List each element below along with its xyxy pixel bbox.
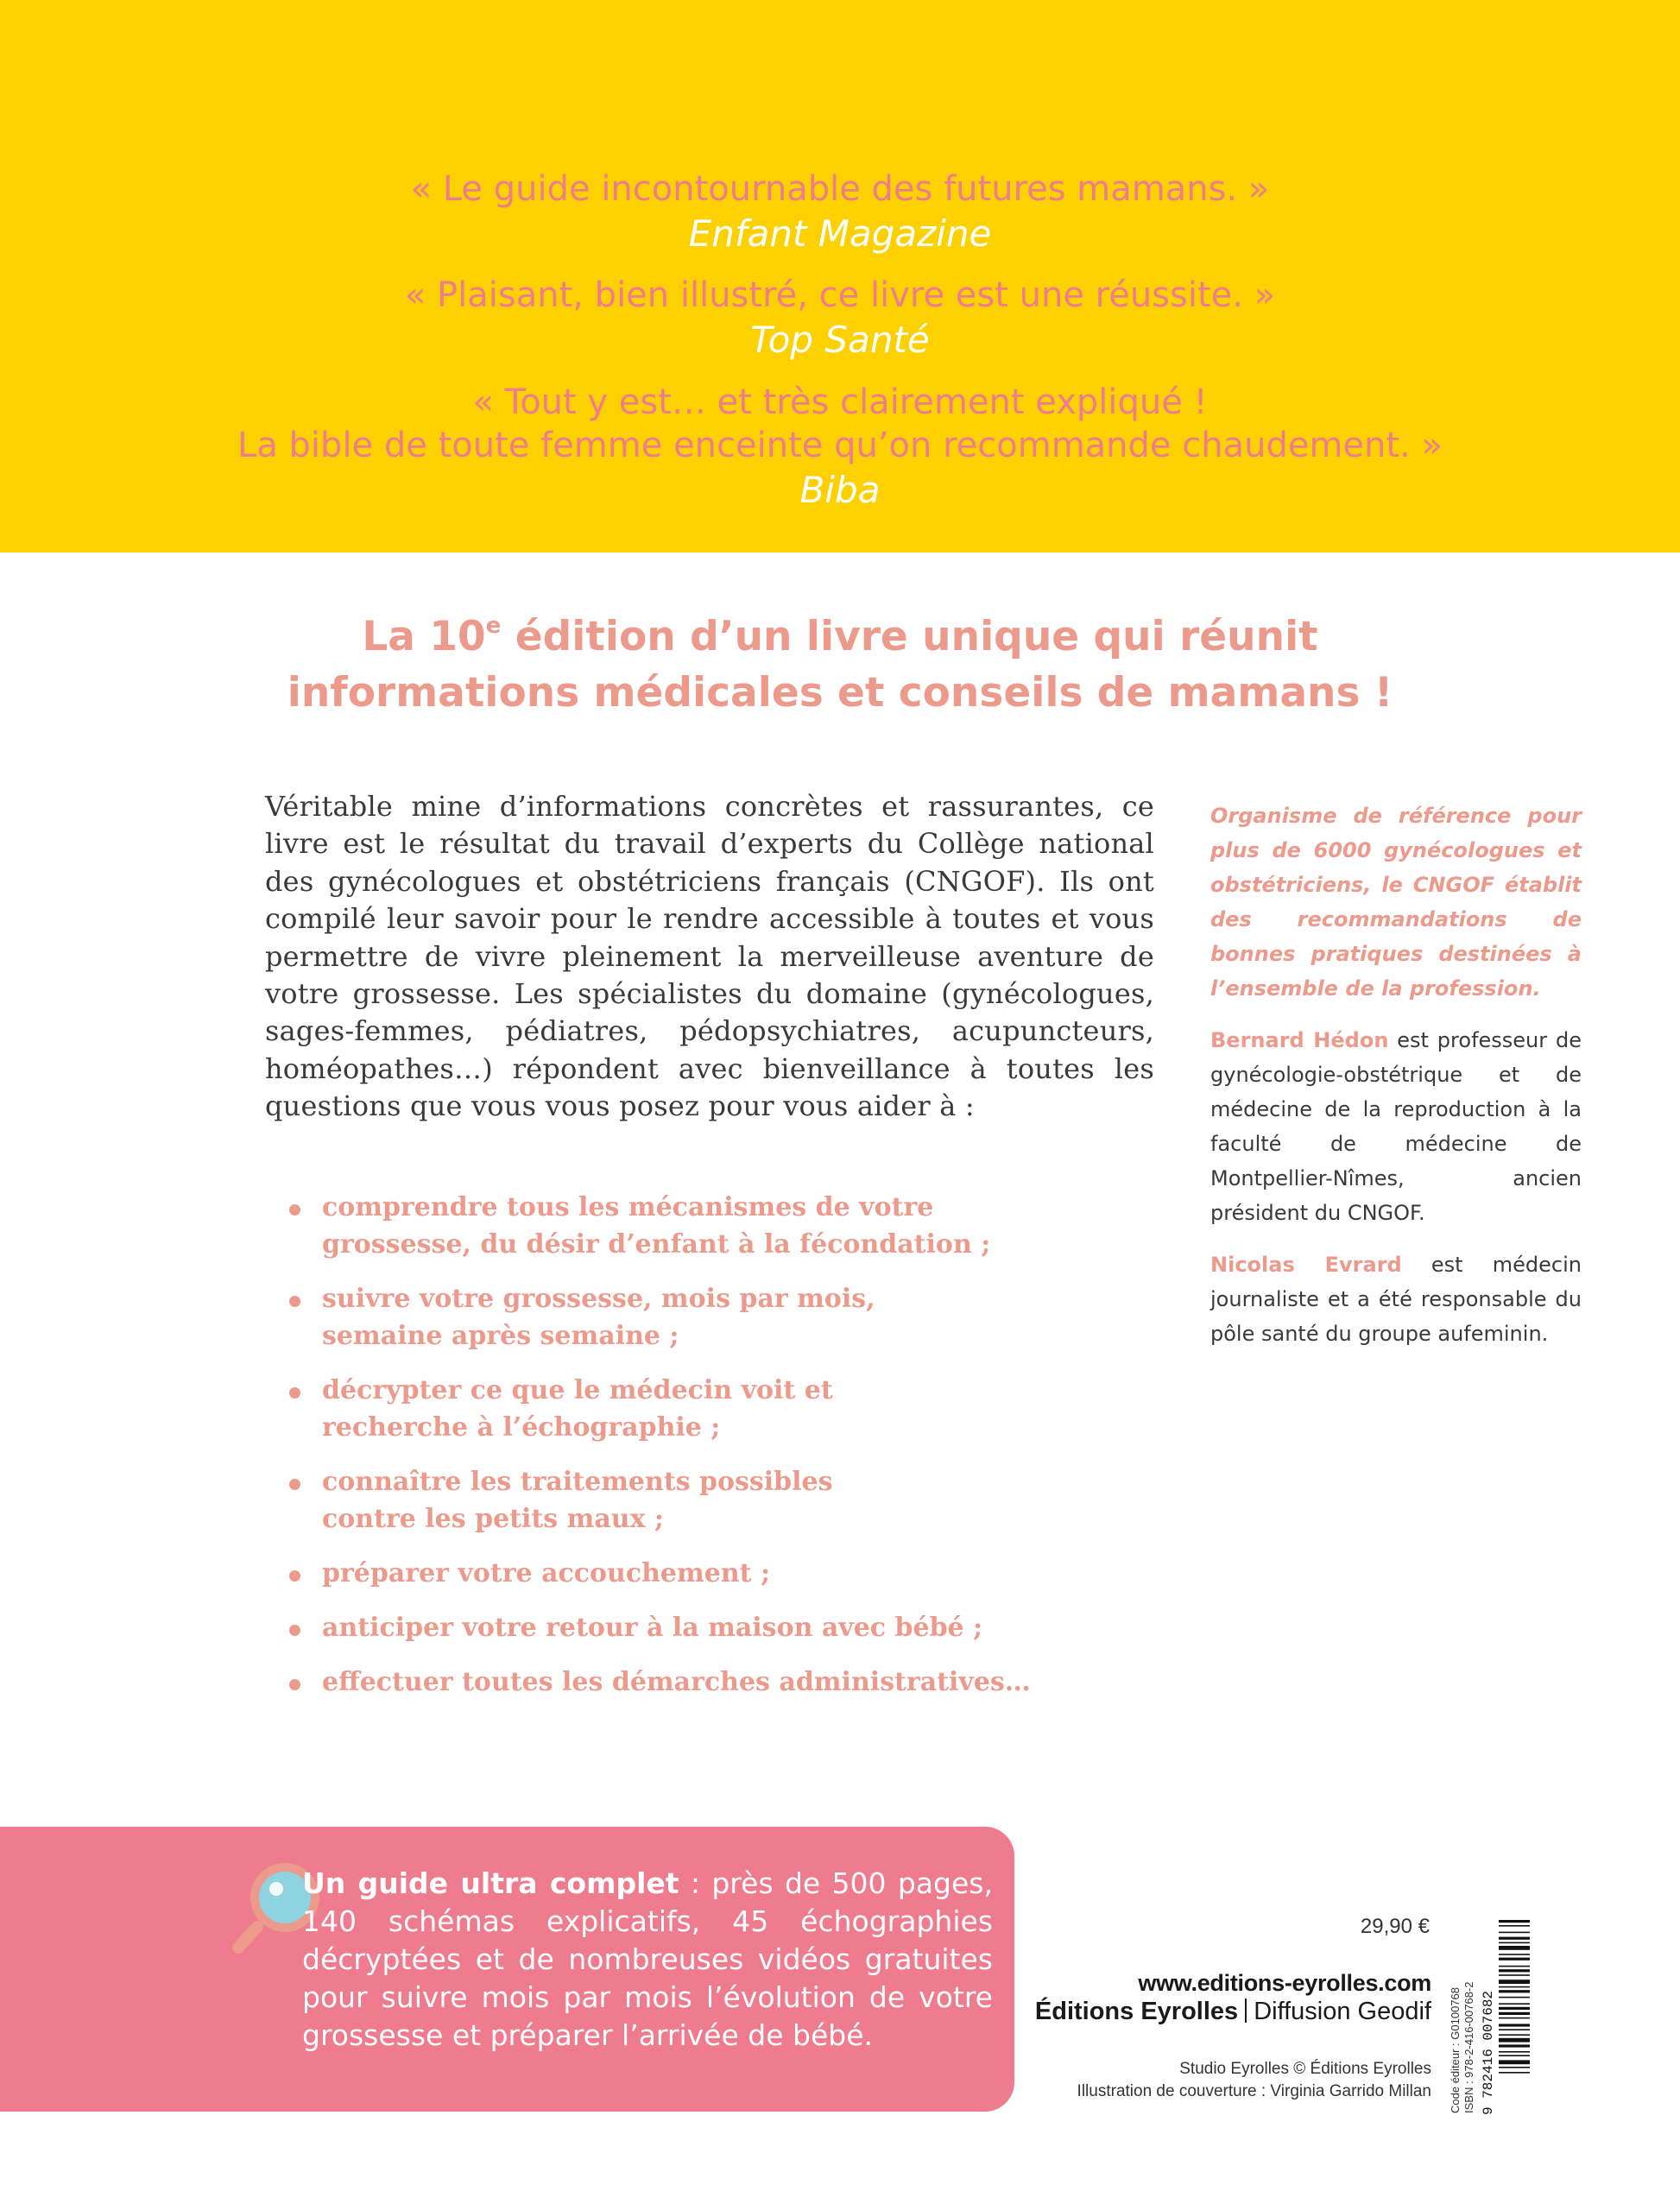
- code-editeur: Code éditeur : G0100768: [1449, 1987, 1462, 2113]
- barcode-bar: [1499, 2029, 1530, 2030]
- publisher-line: [1035, 1998, 1431, 2026]
- publisher-url[interactable]: www.editions-eyrolles.com: [1138, 1970, 1431, 1996]
- divider: [1245, 1998, 1247, 2023]
- barcode-bar: [1499, 1997, 1530, 1998]
- author-bio-hedon: Bernard Hédon est professeur de gynécologie-obstétrique et de médecine de la reproduction à la faculté de médecine de Montpellier-Nîmes, ancien président du CNGOF.: [1210, 1028, 1582, 1225]
- barcode-bar: [1499, 1925, 1530, 1927]
- list-item: comprendre tous les mécanismes de votre grossesse, du désir d’enfant à la fécondation ;: [289, 1189, 1066, 1263]
- barcode-bar: [1499, 1920, 1530, 1923]
- barcode-bar: [1499, 2017, 1530, 2019]
- press-quote-3-line-1: « Tout y est… et très clairement expliqué !: [472, 382, 1208, 422]
- author-name: Nicolas Evrard: [1210, 1253, 1402, 1277]
- author-bio-evrard: Nicolas Evrard est médecin journaliste et a été responsable du pôle santé du groupe aufeminin.: [1210, 1253, 1582, 1346]
- list-item: connaître les traitements possibles contre les petits maux ;: [289, 1463, 1066, 1538]
- press-quote-1: « Le guide incontournable des futures mamans. »: [410, 169, 1270, 209]
- barcode-bar: [1499, 2060, 1530, 2064]
- isbn-vertical-text: [1449, 1918, 1478, 2113]
- barcode-bar: [1499, 2038, 1530, 2043]
- publisher-name: Éditions Eyrolles: [1034, 1998, 1239, 2025]
- cngof-description: Organisme de référence pour plus de 6000 gynécologues et obstétriciens, le CNGOF établit des recommandations de bonnes pratiques destinées à l’ensemble de la profession.: [1210, 804, 1582, 1001]
- list-item: anticiper votre retour à la maison avec bébé ;: [289, 1609, 1066, 1646]
- barcode-bar: [1499, 2044, 1530, 2047]
- list-item: effectuer toutes les démarches administratives…: [289, 1664, 1066, 1701]
- barcode-bar: [1499, 1958, 1530, 1961]
- list-item: suivre votre grossesse, mois par mois, semaine après semaine ;: [289, 1280, 1066, 1354]
- barcode-bar: [1499, 2034, 1530, 2036]
- press-source-3: Biba: [799, 469, 881, 511]
- author-sidebar: [1210, 799, 1582, 1368]
- bullet-dot: [289, 1679, 300, 1690]
- barcode-bar: [1499, 2051, 1530, 2053]
- studio-credit: Studio Eyrolles © Éditions Eyrolles: [1179, 2060, 1431, 2078]
- barcode-bar: [1499, 2007, 1530, 2010]
- barcode-bar: [1499, 2024, 1530, 2026]
- bullet-dot: [289, 1570, 300, 1582]
- barcode: [1480, 1915, 1530, 2115]
- press-source-2: Top Santé: [750, 319, 930, 361]
- barcode-bar: [1499, 1942, 1530, 1944]
- headline-line-2: informations médicales et conseils de mamans !: [287, 669, 1393, 717]
- barcode-bar: [1499, 1946, 1530, 1950]
- barcode-bar: [1499, 1954, 1530, 1955]
- list-item: préparer votre accouchement ;: [289, 1555, 1066, 1592]
- barcode-digits: 9 782416 007682: [1481, 1990, 1496, 2115]
- promo-lead: Un guide ultra complet: [302, 1866, 679, 1900]
- price: 29,90 €: [1360, 1915, 1430, 1938]
- bullet-dot: [289, 1625, 300, 1636]
- barcode-bar: [1499, 1990, 1530, 1992]
- barcode-bar: [1499, 2003, 1530, 2005]
- barcode-bar: [1499, 2067, 1530, 2068]
- barcode-bar: [1499, 1969, 1530, 1972]
- barcode-bar: [1499, 1966, 1530, 1967]
- bullet-dot: [289, 1387, 300, 1399]
- press-quote-3-line-2: La bible de toute femme enceinte qu’on recommande chaudement. »: [237, 426, 1443, 465]
- promo-text: Un guide ultra complet : près de 500 pages, 140 schémas explicatifs, 45 échographies décryptées et de nombreuses vidéos gratuites pour suivre mois par mois l’évolution de votre grossesse et préparer l’arrivée de bébé.: [302, 1866, 993, 2052]
- barcode-bar: [1499, 2072, 1530, 2074]
- headline-line-1: La 10e édition d’un livre unique qui réunit: [362, 613, 1318, 660]
- distributor-name: Diffusion Geodif: [1254, 1998, 1431, 2025]
- bullet-dot: [289, 1204, 300, 1216]
- isbn-number: ISBN : 978-2-416-00768-2: [1462, 1981, 1475, 2113]
- illustration-credit: Illustration de couverture : Virginia Garrido Millan: [1077, 2082, 1431, 2100]
- press-quote-2: « Plaisant, bien illustré, ce livre est une réussite. »: [404, 275, 1276, 315]
- author-name: Bernard Hédon: [1210, 1028, 1389, 1052]
- bullet-dot: [289, 1296, 300, 1307]
- barcode-bar: [1499, 1980, 1530, 1984]
- benefit-list: [289, 1189, 1066, 1718]
- barcode-bar: [1499, 1986, 1530, 1988]
- intro-paragraph: Véritable mine d’informations concrètes et rassurantes, ce livre est le résultat du travail d’experts du Collège national des gynécologues et obstétriciens français (CNGOF). Ils ont compilé leur savoir pour le rendre accessible à toutes et vous permettre de vivre pleinement la merveilleuse aventure de votre grossesse. Les spécialistes du domaine (gynécologues, sages-femmes, pédiatres, pédopsychiatres, acupuncteurs, homéopathes…) répondent avec bienveillance à toutes les questions que vous vous posez pour vous aider à :: [265, 790, 1154, 1123]
- press-source-1: Enfant Magazine: [688, 212, 992, 255]
- barcode-bar: [1499, 2055, 1530, 2056]
- barcode-bar: [1499, 2012, 1530, 2015]
- barcode-bar: [1499, 1974, 1530, 1976]
- bullet-dot: [289, 1479, 300, 1490]
- credits: [1077, 2058, 1431, 2103]
- barcode-bar: [1499, 1932, 1530, 1934]
- headline: [0, 609, 1680, 721]
- barcode-bar: [1499, 1937, 1530, 1940]
- list-item: décrypter ce que le médecin voit et recherche à l’échographie ;: [289, 1372, 1066, 1446]
